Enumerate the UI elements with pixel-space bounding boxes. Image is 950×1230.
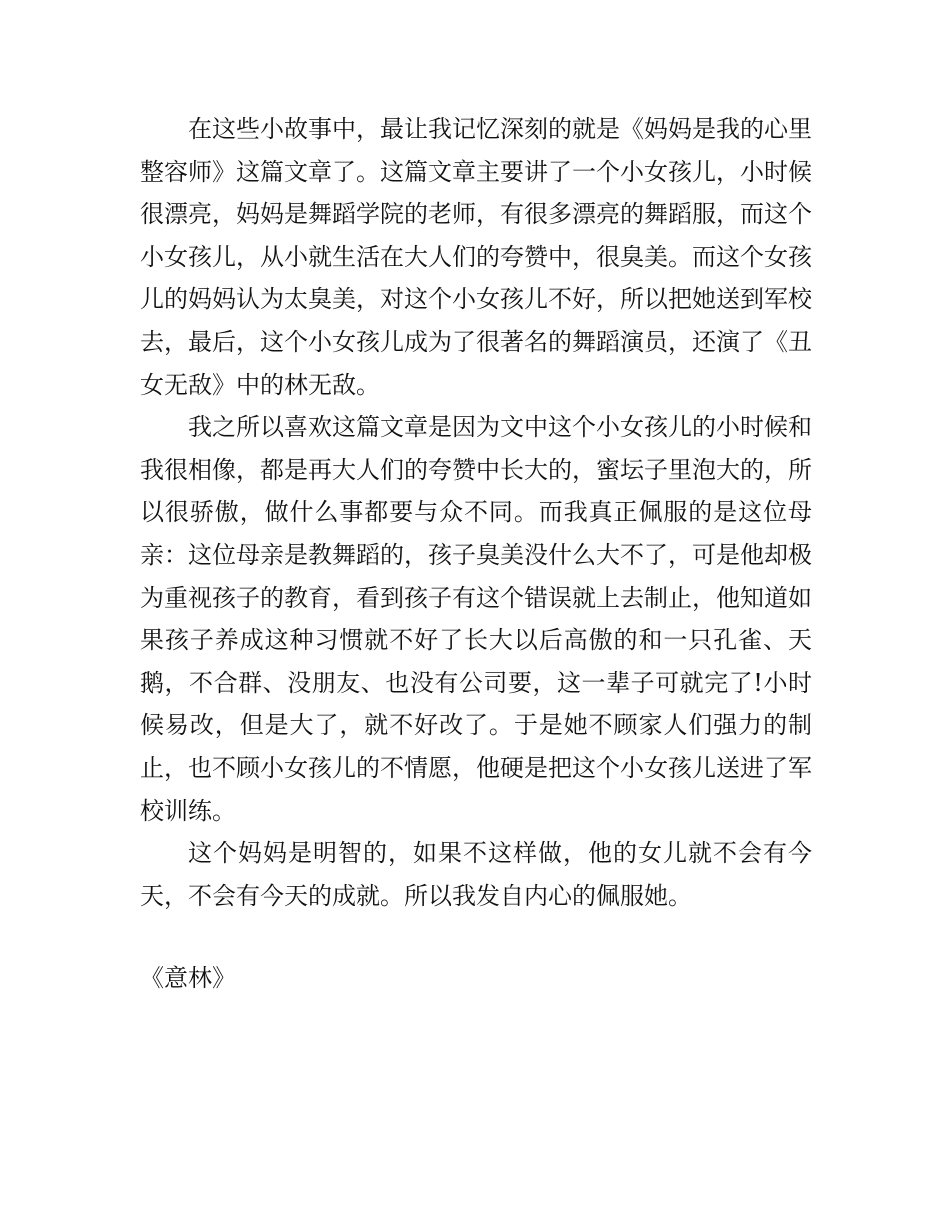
document-body (140, 108, 812, 917)
paragraph-2: 我之所以喜欢这篇文章是因为文中这个小女孩儿的小时候和我很相像，都是再大人们的夸赞中长大的，蜜坛子里泡大的，所以很骄傲，做什么事都要与众不同。而我真正佩服的是这位母亲：这位母亲是教舞蹈的，孩子臭美没什么大不了，可是他却极为重视孩子的教育，看到孩子有这个错误就上去制止，他知道如果孩子养成这种习惯就不好了长大以后高傲的和一只孔雀、天鹅，不合群、没朋友、也没有公司要，这一辈子可就完了!小时候易改，但是大了，就不好改了。于是她不顾家人们强力的制止，也不顾小女孩儿的不情愿，他硬是把这个小女孩儿送进了军校训练。 (140, 413, 812, 825)
paragraph-3: 这个妈妈是明智的，如果不这样做，他的女儿就不会有今天，不会有今天的成就。所以我发自内心的佩服她。 (140, 839, 812, 910)
paragraph-1: 在这些小故事中，最让我记忆深刻的就是《妈妈是我的心里整容师》这篇文章了。这篇文章主要讲了一个小女孩儿，小时候很漂亮，妈妈是舞蹈学院的老师，有很多漂亮的舞蹈服，而这个小女孩儿，从小就生活在大人们的夸赞中，很臭美。而这个女孩儿的妈妈认为太臭美，对这个小女孩儿不好，所以把她送到军校去，最后，这个小女孩儿成为了很著名的舞蹈演员，还演了《丑女无敌》中的林无敌。 (140, 115, 812, 399)
source-citation: 《意林》 (140, 964, 236, 992)
